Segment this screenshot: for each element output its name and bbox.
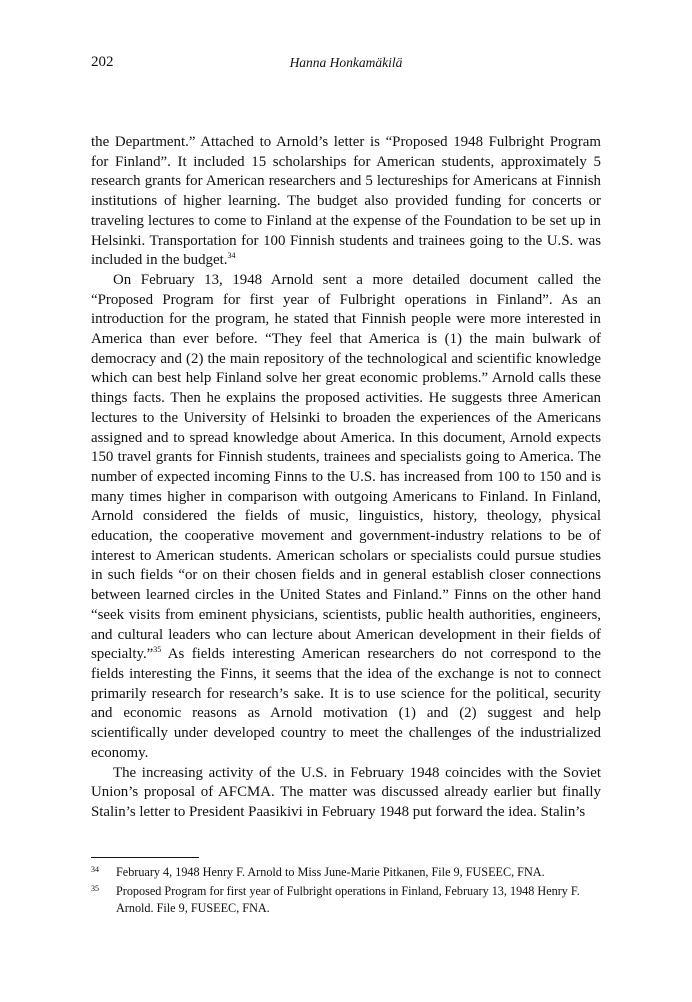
footnote-35 [91, 883, 601, 918]
paragraph-1-text: the Department.” Attached to Arnold’s letter is “Proposed 1948 Fulbright Program for Finland”. It included 15 scholarships for American students, approximately 5 research grants for American researchers and 5 lectureships for Americans at Finnish institutions of higher learning. The budget also provided funding for concerts or traveling lectures to come to Finland at the expense of the Foundation to be set up in Helsinki. Transportation for 100 Finnish students and trainees going to the U.S. was included in the budget. [91, 134, 601, 269]
footnote-separator [91, 857, 199, 858]
footnote-text: February 4, 1948 Henry F. Arnold to Miss June-Marie Pitkanen, File 9, FUSEEC, FNA. [116, 865, 545, 879]
footnote-ref-35: 35 [153, 645, 162, 655]
paragraph-2-text-b: As fields interesting American researchers do not correspond to the fields interesting the Finns, it seems that the idea of the exchange is not to connect primarily research for research’s sake. It is to use science for the political, security and economic reasons as Arnold motivation (1) and (2) suggest and help scientifically under developed country to meet the challenges of the industrialized economy. [91, 646, 601, 761]
paragraph-1 [91, 133, 601, 271]
footnote-number: 35 [91, 883, 99, 893]
paragraph-2-text-a: On February 13, 1948 Arnold sent a more detailed document called the “Proposed Program for first year of Fulbright operations in Finland”. As an introduction for the program, he stated that Finnish people were more interested in America than ever before. “They feel that America is (1) the main bulwark of democracy and (2) the main repository of the technological and scientific knowledge which can best help Finland solve her great economic problems.” Arnold calls these things facts. Then he explains the proposed activities. He suggests three American lectures to the University of Helsinki to broaden the experiences of the Americans assigned and to spread knowledge about America. In this document, Arnold expects 150 travel grants for Finnish students, trainees and specialists going to America. The number of expected incoming Finns to the U.S. has increased from 100 to 150 and is many times higher in comparison with outgoing Americans to Finland. In Finland, Arnold considered the fields of music, linguistics, history, theology, physical education, the cooperative movement and government-industry relations to be of interest to American students. American scholars or specialists could pursue studies in such fields “or on their chosen fields and in general establish closer connections between learned circles in the United States and Finland.” Finns on the other hand “seek visits from eminent physicians, scientists, public health authorities, engineers, and cultural leaders who can lecture about American development in their fields of specialty.” [91, 271, 601, 663]
footnote-number: 34 [91, 865, 99, 874]
paragraph-3 [91, 764, 601, 823]
footnote-text: Proposed Program for first year of Fulbright operations in Finland, February 13, 1948 Henry F. Arnold. File 9, FUSEEC, FNA. [116, 883, 580, 915]
body-text [91, 133, 601, 823]
footnote-34 [91, 864, 601, 882]
paragraph-2 [91, 271, 601, 764]
paragraph-3-text: The increasing activity of the U.S. in February 1948 coincides with the Soviet Union’s proposal of AFCMA. The matter was discussed already earlier but finally Stalin’s letter to President Paasikivi in February 1948 put forward the idea. Stalin’s [91, 764, 601, 820]
running-head: Hanna Honkamäkilä [289, 55, 403, 70]
footnote-ref-34: 34 [227, 251, 236, 261]
page-number: 202 [91, 54, 114, 70]
footnotes [91, 864, 601, 919]
